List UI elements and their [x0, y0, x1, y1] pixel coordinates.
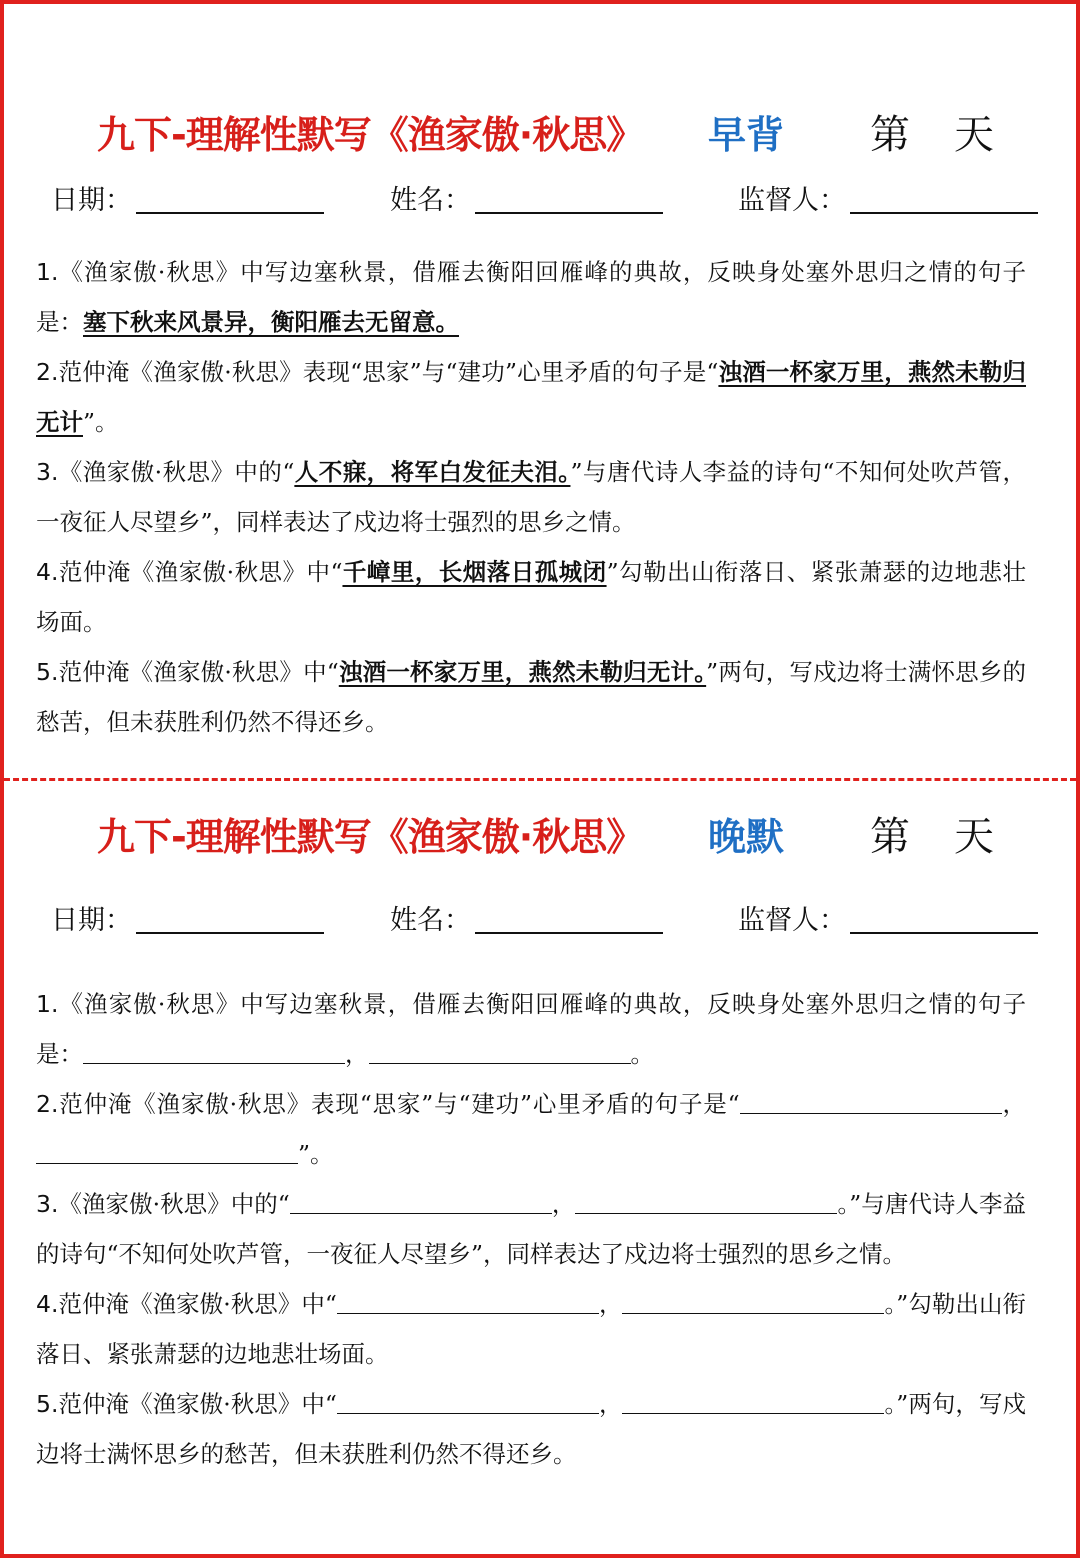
answer-text: 浊酒一杯家万里，燕然未勒归无计。: [338, 658, 707, 686]
evening-question-1: [36, 979, 1026, 1079]
evening-title: 九下-理解性默写《渔家傲·秋思》: [97, 815, 644, 859]
answer-blank-2[interactable]: [622, 1312, 884, 1314]
question-text: 《渔家傲·秋思》中的“: [58, 1190, 290, 1218]
question-text-after: ”与唐代诗人李益的诗句“不知何处吹芦管，一夜征人尽望乡”，同样表达了戍边将士强烈的思乡之情。: [36, 458, 1027, 536]
morning-name-field[interactable]: [475, 212, 663, 214]
evening-question-5: [36, 1379, 1026, 1479]
question-text-after: 。”与唐代诗人李益的诗句“不知何处吹芦管，一夜征人尽望乡”，同样表达了戍边将士强烈的思乡之情。: [36, 1190, 1027, 1268]
answer-blank-1[interactable]: [337, 1412, 599, 1414]
answer-text: 浊酒一杯家万里，燕然未勒归无计: [36, 358, 1026, 436]
question-number: 3.: [36, 1190, 59, 1218]
morning-info-row: [4, 176, 1076, 226]
question-text: 范仲淹《渔家傲·秋思》中“: [58, 1290, 337, 1318]
answer-blank-1[interactable]: [83, 1062, 345, 1064]
evening-day-counter: [870, 802, 994, 872]
question-text: 范仲淹《渔家傲·秋思》表现“思家”与“建功”心里矛盾的句子是“: [58, 358, 719, 386]
question-text: 范仲淹《渔家傲·秋思》中“: [58, 558, 343, 586]
question-text: 《渔家傲·秋思》中写边塞秋景，借雁去衡阳回雁峰的典故，反映身处塞外思归之情的句子是：: [36, 990, 1026, 1068]
question-text-after: 。”勾勒出山衔落日、紧张萧瑟的边地悲壮场面。: [36, 1290, 1027, 1368]
morning-day-counter: [870, 100, 994, 170]
question-number: 1.: [36, 990, 59, 1018]
evening-name-label: 姓名：: [390, 905, 471, 936]
question-number: 5.: [36, 658, 59, 686]
question-text-after: ”。: [83, 408, 119, 436]
question-text: 范仲淹《渔家傲·秋思》中“: [58, 1390, 337, 1418]
question-number: 2.: [36, 1090, 59, 1118]
evening-info-row: [4, 896, 1076, 946]
morning-day-suffix: 天: [954, 112, 994, 158]
morning-mode-label: 早背: [708, 113, 785, 157]
evening-dictation-section: [4, 780, 1076, 1558]
morning-day-prefix: 第: [870, 112, 910, 158]
question-number: 2.: [36, 358, 59, 386]
question-text-after: 。”两句，写戍边将士满怀思乡的愁苦，但未获胜利仍然不得还乡。: [36, 1390, 1027, 1468]
evening-question-4: [36, 1279, 1026, 1379]
question-text: 范仲淹《渔家傲·秋思》中“: [58, 658, 339, 686]
morning-question-1: [36, 247, 1026, 347]
evening-day-prefix: 第: [870, 814, 910, 860]
question-text-after: ”。: [298, 1140, 334, 1168]
morning-question-list: [36, 247, 1026, 747]
evening-date-label: 日期：: [51, 905, 132, 936]
morning-supervisor-label: 监督人：: [738, 185, 846, 216]
question-separator: ，: [1001, 1090, 1027, 1118]
question-text-after: ”勾勒出山衔落日、紧张萧瑟的边地悲壮场面。: [36, 558, 1027, 636]
answer-text: 人不寐，将军白发征夫泪。: [294, 458, 571, 486]
answer-blank-2[interactable]: [622, 1412, 884, 1414]
morning-supervisor-field[interactable]: [850, 212, 1038, 214]
question-separator: ，: [345, 1040, 369, 1068]
question-text: 《渔家傲·秋思》中的“: [58, 458, 295, 486]
answer-blank-1[interactable]: [290, 1212, 552, 1214]
evening-mode-label: 晚默: [708, 815, 785, 859]
question-number: 1.: [36, 258, 59, 286]
evening-date-field[interactable]: [136, 932, 324, 934]
morning-question-2: [36, 347, 1026, 447]
morning-title-row: [4, 100, 1076, 170]
question-number: 4.: [36, 558, 59, 586]
morning-question-3: [36, 447, 1026, 547]
morning-question-5: [36, 647, 1026, 747]
question-separator: ，: [598, 1290, 623, 1318]
evening-supervisor-field[interactable]: [850, 932, 1038, 934]
question-text: 范仲淹《渔家傲·秋思》表现“思家”与“建功”心里矛盾的句子是“: [58, 1090, 740, 1118]
answer-blank-2[interactable]: [36, 1162, 298, 1164]
morning-date-label: 日期：: [51, 185, 132, 216]
evening-supervisor-label: 监督人：: [738, 905, 846, 936]
morning-date-field[interactable]: [136, 212, 324, 214]
question-number: 3.: [36, 458, 59, 486]
question-number: 5.: [36, 1390, 59, 1418]
question-text-after: ”两句，写戍边将士满怀思乡的愁苦，但未获胜利仍然不得还乡。: [36, 658, 1027, 736]
answer-text: 千嶂里，长烟落日孤城闭: [342, 558, 607, 586]
morning-name-label: 姓名：: [390, 185, 471, 216]
evening-question-2: [36, 1079, 1026, 1179]
question-text: 《渔家傲·秋思》中写边塞秋景，借雁去衡阳回雁峰的典故，反映身处塞外思归之情的句子是：: [36, 258, 1026, 336]
question-separator: ，: [598, 1390, 623, 1418]
evening-day-suffix: 天: [954, 814, 994, 860]
answer-blank-2[interactable]: [575, 1212, 837, 1214]
answer-text: 塞下秋来风景异，衡阳雁去无留意。: [83, 308, 459, 336]
morning-question-4: [36, 547, 1026, 647]
evening-name-field[interactable]: [475, 932, 663, 934]
morning-recitation-section: [4, 4, 1076, 776]
question-number: 4.: [36, 1290, 59, 1318]
question-separator: ，: [551, 1190, 576, 1218]
question-text-after: 。: [630, 1040, 654, 1068]
evening-question-3: [36, 1179, 1026, 1279]
evening-question-list: [36, 979, 1026, 1479]
answer-blank-1[interactable]: [740, 1112, 1002, 1114]
answer-blank-2[interactable]: [369, 1062, 631, 1064]
answer-blank-1[interactable]: [337, 1312, 599, 1314]
evening-title-row: [4, 802, 1076, 872]
morning-title: 九下-理解性默写《渔家傲·秋思》: [97, 113, 644, 157]
